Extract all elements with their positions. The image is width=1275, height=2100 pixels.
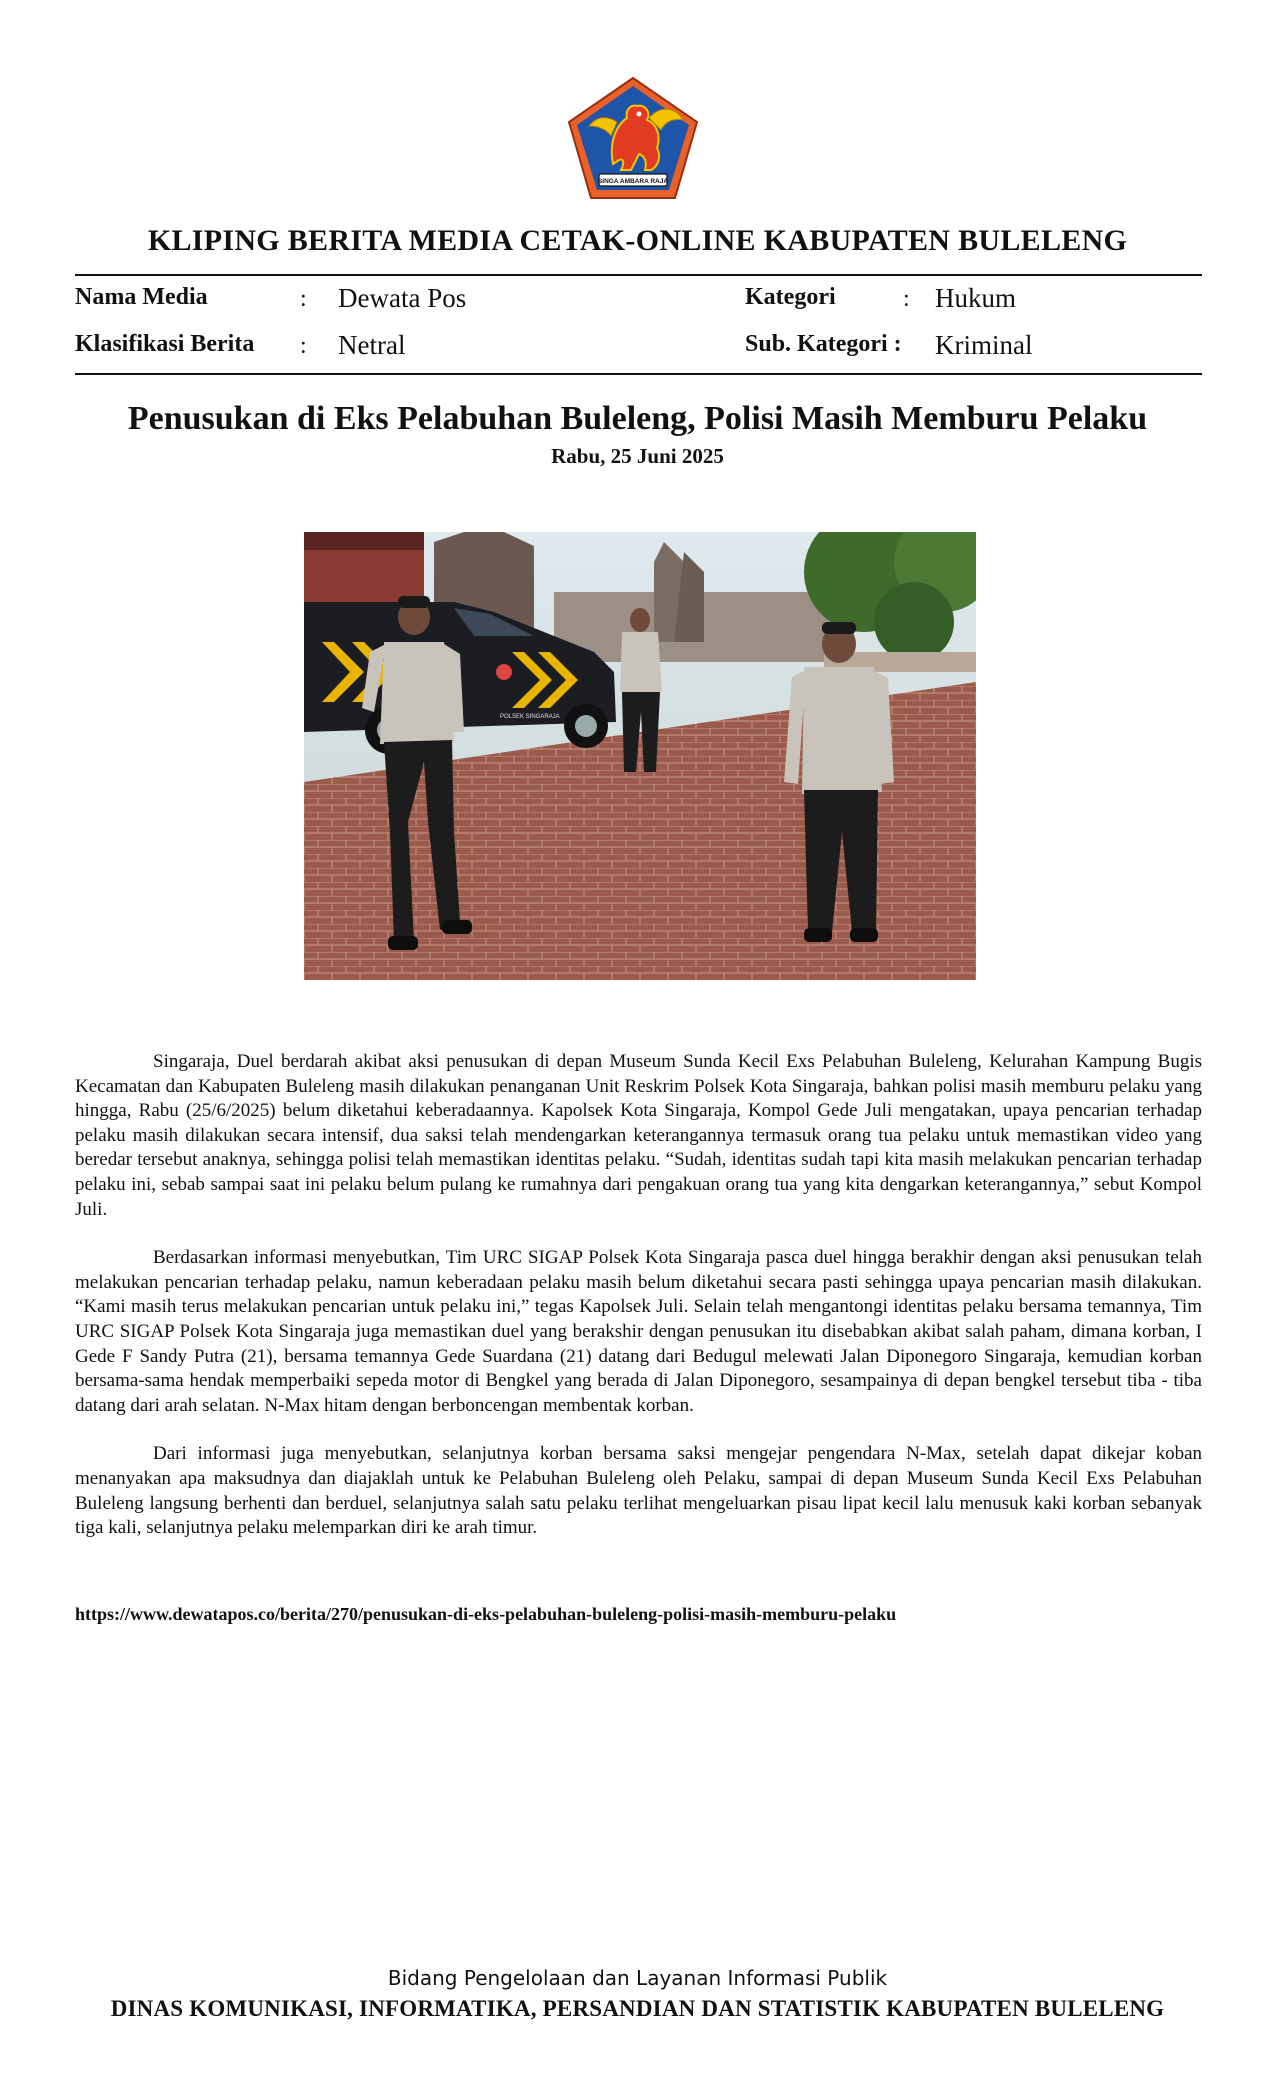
subkategori-label: Sub. Kategori : [745, 331, 902, 357]
article-body [75, 1050, 1202, 1565]
kategori-label: Kategori [745, 284, 836, 310]
kategori-value: Hukum [935, 283, 1016, 313]
meta-divider [75, 373, 1202, 375]
source-url[interactable]: https://www.dewatapos.co/berita/270/penusukan-di-eks-pelabuhan-buleleng-polisi-masih-memburu-pelaku [75, 1604, 897, 1624]
article-paragraph: Singaraja, Duel berdarah akibat aksi penusukan di depan Museum Sunda Kecil Exs Pelabuhan Buleleng, Kelurahan Kampung Bugis Kecamatan dan Kabupaten Buleleng masih dilakukan penanganan Unit Reskrim Polsek Kota Singaraja, bahkan polisi masih memburu pelaku yang hingga, Rabu (25/6/2025) belum diketahui keberadaannya. Kapolsek Kota Singaraja, Kompol Gede Juli mengatakan, upaya pencarian terhadap pelaku masih dilakukan secara intensif, dua saksi telah mendengarkan keterangannya termasuk orang tua pelaku untuk memastikan video yang beredar tersebut anaknya, sehingga polisi telah memastikan identitas pelaku. “Sudah, identitas sudah tapi kita masih melakukan pencarian terhadap pelaku ini, sebab sampai saat ini pelaku belum pulang ke rumahnya dari pengakuan orang tua yang kita dengarkan keterangannya,” sebut Kompol Juli. [75, 1051, 1202, 1220]
page-title: KLIPING BERITA MEDIA CETAK-ONLINE KABUPATEN BULELENG [147, 224, 1128, 257]
klasifikasi-label: Klasifikasi Berita [75, 331, 255, 357]
kategori-colon: : [903, 286, 910, 312]
header-divider [75, 274, 1202, 276]
article-date: Rabu, 25 Juni 2025 [551, 444, 724, 468]
media-label: Nama Media [75, 284, 208, 310]
article-headline: Penusukan di Eks Pelabuhan Buleleng, Polisi Masih Memburu Pelaku [127, 400, 1148, 437]
klasifikasi-colon: : [300, 333, 307, 359]
svg-text:SINGA AMBARA RAJA: SINGA AMBARA RAJA [597, 178, 669, 185]
media-colon: : [300, 286, 307, 312]
footer-agency: DINAS KOMUNIKASI, INFORMATIKA, PERSANDIAN DAN STATISTIK KABUPATEN BULELENG [110, 1996, 1165, 2021]
police-patrol-photo [304, 532, 976, 980]
klasifikasi-value: Netral [338, 330, 406, 360]
subkategori-value: Kriminal [935, 330, 1033, 360]
media-value: Dewata Pos [338, 283, 467, 313]
footer-department: Bidang Pengelolaan dan Layanan Informasi Publik [387, 1966, 888, 1990]
svg-text:POLSEK SINGARAJA: POLSEK SINGARAJA [500, 714, 560, 720]
buleleng-crest-icon [565, 74, 701, 202]
article-paragraph: Dari informasi juga menyebutkan, selanjutnya korban bersama saksi mengejar pengendara N-Max, setelah dapat dikejar koban menanyakan apa maksudnya dan diajaklah untuk ke Pelabuhan Buleleng oleh Pelaku, sampai di depan Museum Sunda Kecil Exs Pelabuhan Buleleng langsung berhenti dan berduel, selanjutnya salah satu pelaku terlihat mengeluarkan pisau lipat kecil lalu menusuk kaki korban sebanyak tiga kali, selanjutnya pelaku melemparkan diri ke arah timur. [75, 1443, 1202, 1539]
article-paragraph: Berdasarkan informasi menyebutkan, Tim URC SIGAP Polsek Kota Singaraja pasca duel hingga berakhir dengan aksi penusukan telah melakukan pencarian terhadap pelaku, namun keberadaan pelaku masih belum diketahui secara pasti sehingga upaya pencarian masih dilakukan. “Kami masih terus melakukan pencarian untuk pelaku ini,” tegas Kapolsek Juli. Selain telah mengantongi identitas pelaku bersama temannya, Tim URC SIGAP Polsek Kota Singaraja juga memastikan duel yang berakshir dengan penusukan itu disebabkan akibat salah paham, dimana korban, I Gede F Sandy Putra (21), bersama temannya Gede Suardana (21) datang dari Bedugul melewati Jalan Diponegoro Singaraja, kemudian korban bersama-sama hendak memperbaiki sepeda motor di Bengkel yang berada di Jalan Diponegoro, sesampainya di depan bengkel tersebut tiba - tiba datang dari arah selatan. N-Max hitam dengan berboncengan membentak korban. [75, 1247, 1202, 1416]
